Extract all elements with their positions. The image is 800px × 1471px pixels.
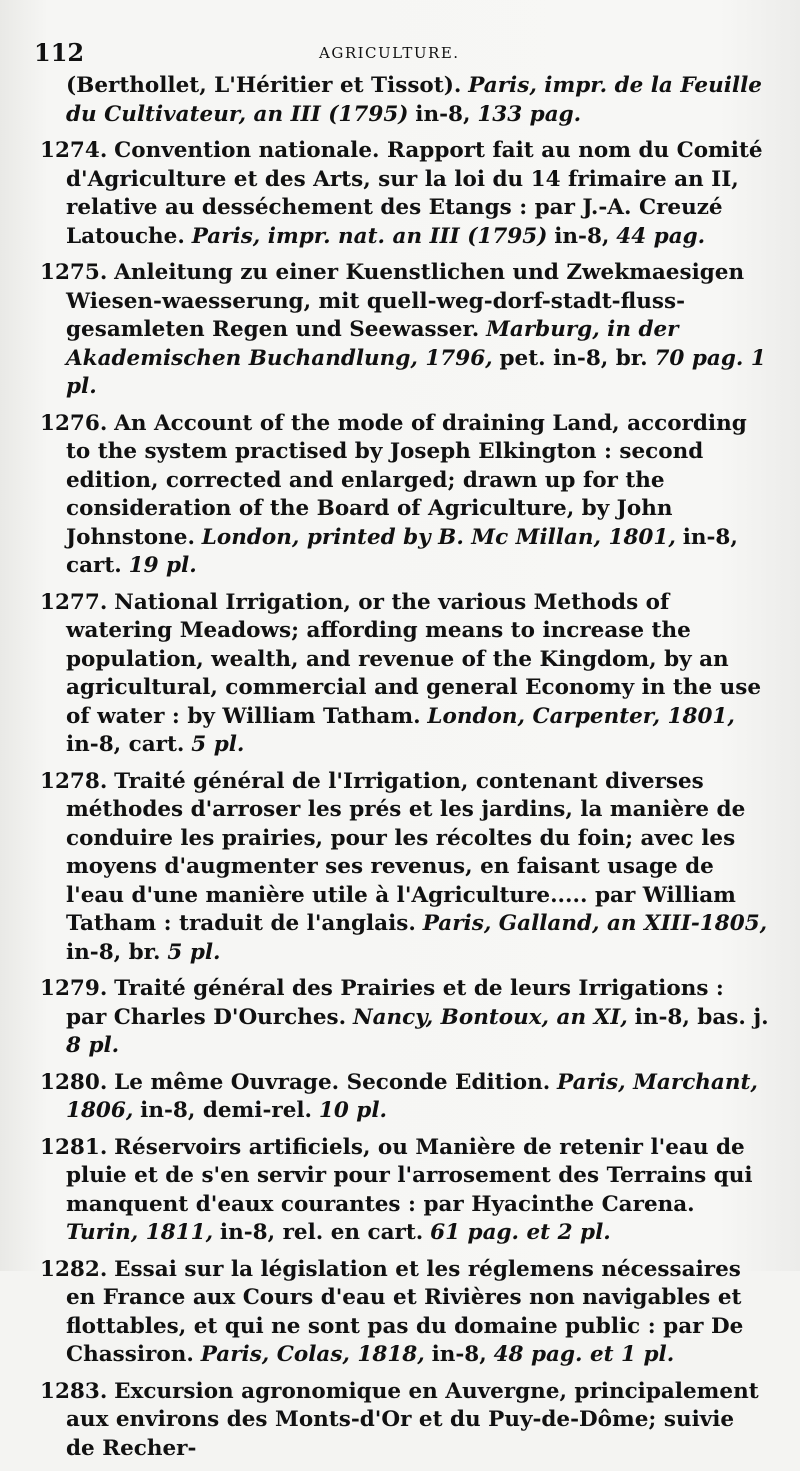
entry-title: National Irrigation, or the various Methods of watering Meadows; affording means to increase the population, wealth, and revenue of the Kingdom, by an agricultural, commercial and general Economy in the use of water : by William Tatham. — [66, 589, 762, 729]
catalogue-entry-1280 — [40, 1069, 770, 1126]
running-title: AGRICULTURE. — [319, 44, 460, 62]
entry-imprint: Paris, Colas, 1818, — [200, 1342, 425, 1367]
entry-number: 1282. — [40, 1256, 108, 1282]
catalogue-entry-1283 — [40, 1378, 770, 1464]
entry-plates: 8 pl. — [66, 1033, 120, 1058]
entry-plates: 133 pag. — [477, 101, 582, 127]
entry-format: in-8, demi-rel. — [140, 1098, 313, 1123]
entry-title: Réservoirs artificiels, ou Manière de retenir l'eau de pluie et de s'en servir pour l'arrosement des Terrains qui manquent d'eaux courantes : par Hyacinthe Carena. — [66, 1134, 753, 1217]
catalogue-entry-1277 — [40, 589, 770, 760]
entry-format: in-8, cart. — [66, 732, 185, 757]
entry-number: 1275. — [40, 260, 108, 285]
catalogue-entry-1282 — [40, 1256, 770, 1370]
entry-imprint: London, Carpenter, 1801, — [427, 703, 735, 729]
entry-format: in-8, — [431, 1342, 487, 1367]
entry-imprint: Marburg, in der Akademischen Buchandlung, 1796, — [66, 317, 679, 371]
page-header — [34, 38, 774, 68]
catalogue-entry-1279 — [40, 975, 770, 1061]
entry-continuation — [40, 72, 770, 129]
entry-title: (Berthollet, L'Héritier et Tissot). — [66, 73, 462, 98]
entry-title: Traité général de l'Irrigation, contenant diverses méthodes d'arroser les prés et les jardins, la manière de conduire les prairies, pour les récoltes du foin; avec les moyens d'augmenter ses revenus, en faisant usage de l'eau d'une manière utile à l'Agriculture..... par William Tatham : traduit de l'anglais. — [66, 768, 746, 936]
entry-imprint: London, printed by B. Mc Millan, 1801, — [201, 524, 676, 550]
entry-title: An Account of the mode of draining Land, according to the system practised by Joseph Elkington : second edition, corrected and enlarged; drawn up for the consideration of the Board of Agriculture, by John Johnstone. — [66, 410, 747, 550]
entry-title: Essai sur la législation et les réglemens nécessaires en France aux Cours d'eau et Rivières non navigables et flottables, et qui ne sont pas du domaine public : par De Chassiron. — [66, 1256, 744, 1367]
entry-title: Traité général des Prairies et de leurs Irrigations : par Charles D'Ourches. — [66, 976, 724, 1030]
entry-plates: 19 pl. — [128, 553, 197, 578]
entry-format: in-8, rel. en cart. — [219, 1220, 424, 1245]
entry-format: in-8, — [415, 101, 471, 127]
entry-number: 1279. — [40, 976, 108, 1001]
catalogue-entry-1281 — [40, 1134, 770, 1248]
entry-format: in-8, br. — [66, 939, 161, 965]
entry-imprint: Turin, 1811, — [66, 1220, 214, 1245]
entry-format: in-8, cart. — [66, 524, 738, 578]
entry-imprint: Paris, Marchant, 1806, — [66, 1069, 758, 1123]
entry-title: Convention nationale. Rapport fait au nom du Comité d'Agriculture et des Arts, sur la loi du 14 frimaire an II, relative au desséchement des Etangs : par J.-A. Creuzé Latouche. — [66, 138, 763, 249]
entry-format: in-8, bas. j. — [634, 1004, 769, 1030]
entry-format: pet. in-8, br. — [499, 345, 648, 371]
catalogue-entry-1278 — [40, 768, 770, 968]
entry-plates: 70 pag. 1 pl. — [66, 345, 766, 399]
catalogue-entry-1275 — [40, 259, 770, 402]
entry-number: 1274. — [40, 138, 108, 163]
entry-number: 1278. — [40, 768, 108, 794]
entry-number: 1283. — [40, 1378, 108, 1404]
entry-number: 1281. — [40, 1134, 108, 1160]
entry-title: Anleitung zu einer Kuenstlichen und Zwekmaesigen Wiesen-waesserung, mit quell-weg-dorf-stadt-fluss-gesamleten Regen und Seewasser. — [66, 260, 745, 342]
catalogue-text — [40, 72, 770, 1471]
entry-imprint: Paris, Galland, an XIII-1805, — [422, 911, 768, 936]
entry-plates: 10 pl. — [318, 1098, 387, 1123]
entry-number: 1277. — [40, 589, 108, 615]
entry-plates: 48 pag. et 1 pl. — [493, 1342, 675, 1367]
entry-plates: 44 pag. — [616, 223, 706, 249]
entry-title: Excursion agronomique en Auvergne, principalement aux environs des Monts-d'Or et du Puy-de-Dôme; suivie de Recher- — [66, 1378, 759, 1461]
entry-imprint: Paris, impr. de la Feuille du Cultivateur, an III (1795) — [66, 73, 762, 127]
catalogue-entry-1274 — [40, 137, 770, 251]
entry-title: Le même Ouvrage. Seconde Edition. — [114, 1069, 551, 1095]
entry-plates: 61 pag. et 2 pl. — [430, 1220, 611, 1245]
page-number: 112 — [34, 38, 85, 67]
entry-number: 1276. — [40, 410, 108, 436]
entry-plates: 5 pl. — [191, 732, 245, 757]
catalogue-entry-1276 — [40, 410, 770, 581]
entry-imprint: Nancy, Bontoux, an XI, — [352, 1004, 628, 1030]
entry-number: 1280. — [40, 1069, 108, 1095]
entry-format: in-8, — [554, 223, 610, 249]
entry-plates: 5 pl. — [167, 939, 221, 965]
entry-imprint: Paris, impr. nat. an III (1795) — [191, 223, 548, 249]
